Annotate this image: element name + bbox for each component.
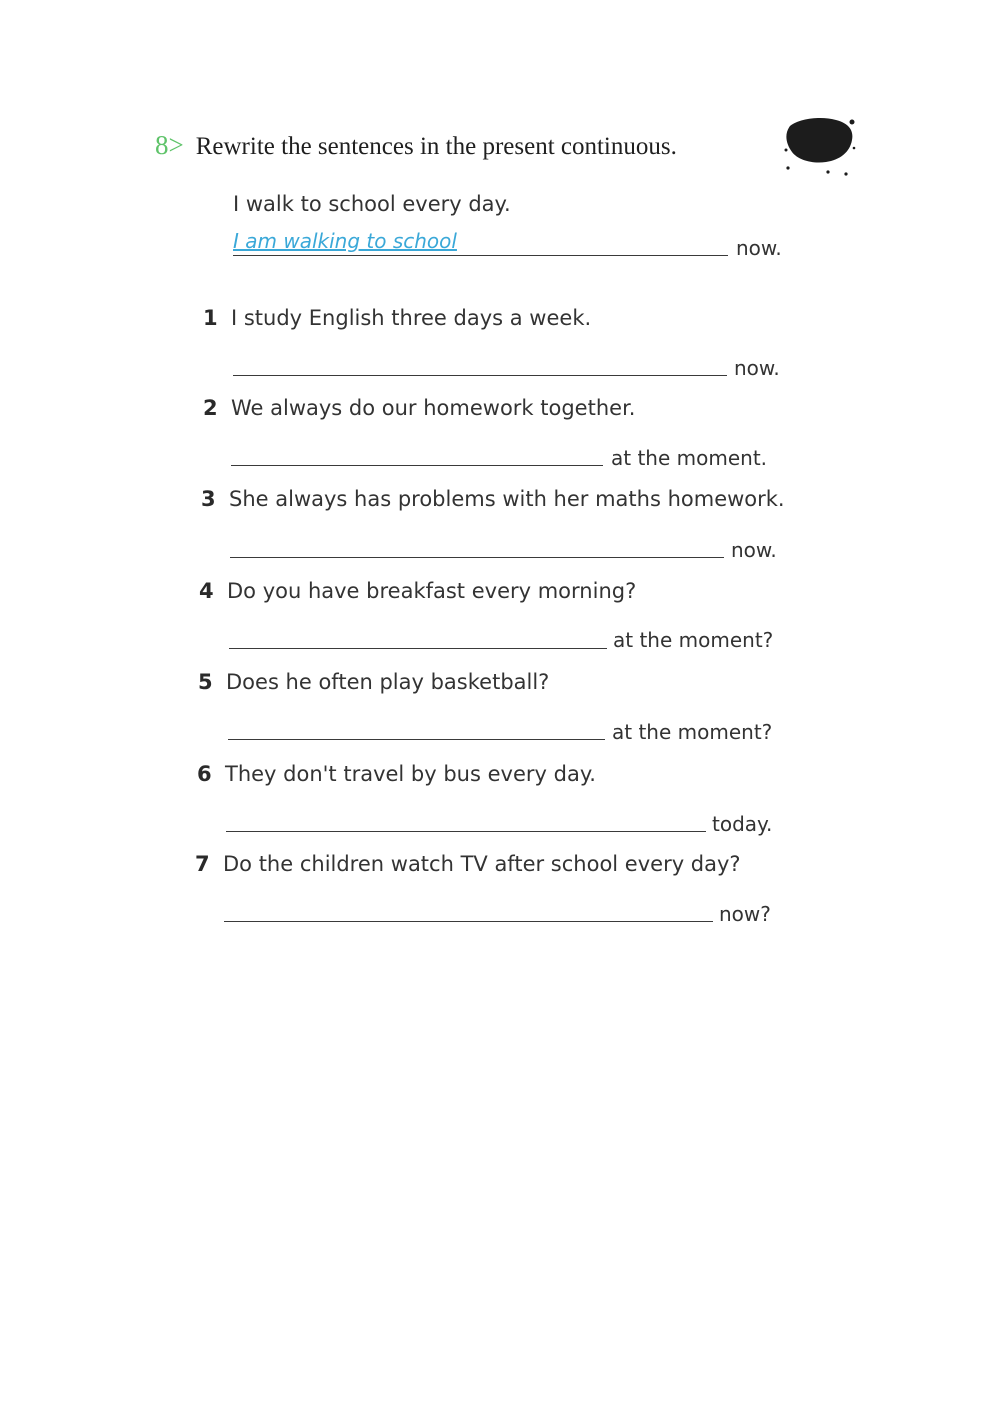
item-4-sentence bbox=[199, 579, 636, 603]
example-answer: I am walking to school bbox=[233, 229, 457, 253]
item-number: 1 bbox=[203, 306, 218, 330]
item-5-answer-line[interactable] bbox=[228, 738, 605, 740]
item-5-sentence bbox=[198, 670, 549, 694]
item-6-sentence bbox=[197, 762, 596, 786]
item-6-answer-line[interactable] bbox=[226, 830, 706, 832]
item-number: 2 bbox=[203, 396, 218, 420]
item-text: We always do our homework together. bbox=[231, 396, 636, 420]
item-text: Does he often play basketball? bbox=[226, 670, 550, 694]
item-text: Do the children watch TV after school every day? bbox=[223, 852, 741, 876]
item-2-sentence bbox=[203, 396, 635, 420]
item-4-tail: at the moment? bbox=[613, 628, 774, 652]
item-3-tail: now. bbox=[731, 538, 777, 562]
item-6-tail: today. bbox=[712, 812, 773, 836]
item-5-tail: at the moment? bbox=[612, 720, 773, 744]
item-3-answer-line[interactable] bbox=[230, 556, 724, 558]
item-7-answer-line[interactable] bbox=[224, 920, 713, 922]
item-number: 5 bbox=[198, 670, 213, 694]
exercise-instruction: Rewrite the sentences in the present continuous. bbox=[195, 133, 677, 160]
item-number: 7 bbox=[195, 852, 210, 876]
item-1-tail: now. bbox=[734, 356, 780, 380]
item-3-sentence bbox=[201, 487, 785, 511]
item-7-tail: now? bbox=[719, 902, 771, 926]
item-number: 6 bbox=[197, 762, 212, 786]
example-sentence: I walk to school every day. bbox=[233, 192, 511, 216]
item-text: I study English three days a week. bbox=[231, 306, 592, 330]
item-text: They don't travel by bus every day. bbox=[225, 762, 596, 786]
item-4-answer-line[interactable] bbox=[229, 647, 607, 649]
ink-splat-icon bbox=[778, 112, 858, 182]
example-tail: now. bbox=[736, 236, 782, 260]
example-answer-line bbox=[233, 254, 728, 256]
item-text: Do you have breakfast every morning? bbox=[227, 579, 637, 603]
item-2-tail: at the moment. bbox=[611, 446, 768, 470]
item-7-sentence bbox=[195, 852, 741, 876]
item-text: She always has problems with her maths homework. bbox=[229, 487, 785, 511]
item-number: 3 bbox=[201, 487, 216, 511]
exercise-heading bbox=[155, 130, 677, 161]
item-1-sentence bbox=[203, 306, 591, 330]
item-number: 4 bbox=[199, 579, 214, 603]
item-2-answer-line[interactable] bbox=[231, 464, 603, 466]
exercise-number: 8> bbox=[155, 130, 184, 160]
item-1-answer-line[interactable] bbox=[233, 374, 727, 376]
